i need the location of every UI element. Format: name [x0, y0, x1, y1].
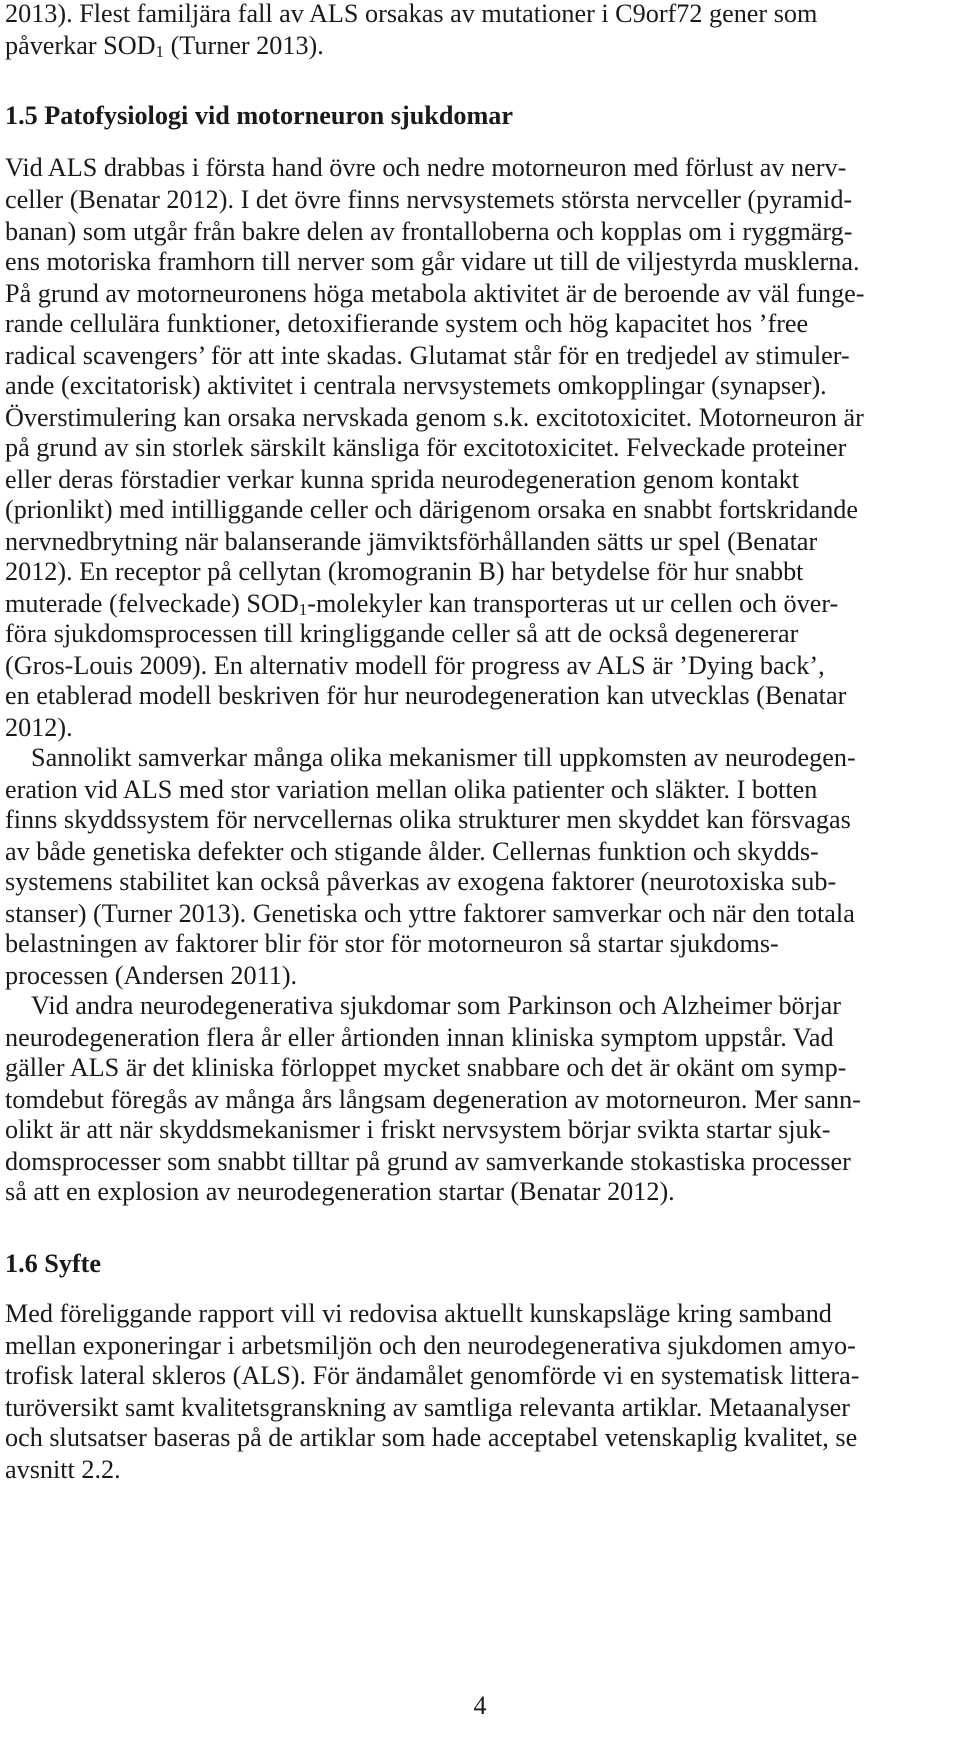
text-line: Överstimulering kan orsaka nervskada genom s.k. excitotoxicitet. Motorneuron är [5, 403, 864, 432]
text-line: stanser) (Turner 2013). Genetiska och yttre faktorer samverkar och när den totala [5, 899, 855, 928]
text-fragment: muterade (felveckade) SOD [5, 589, 299, 618]
text-line: så att en explosion av neurodegeneration startar (Benatar 2012). [5, 1177, 675, 1206]
subscript: 1 [298, 600, 308, 619]
section-heading: 1.6 Syfte [5, 1249, 102, 1278]
text-line: trofisk lateral skleros (ALS). För ändamålet genomförde vi en systematisk littera- [5, 1361, 860, 1390]
text-line: radical scavengers’ för att inte skadas. Glutamat står för en tredjedel av stimuler- [5, 341, 850, 370]
text-line: turöversikt samt kvalitetsgranskning av samtliga relevanta artiklar. Metaanalyser [5, 1393, 851, 1422]
text-fragment: (Turner 2013). [170, 31, 324, 60]
text-line: 2013). Flest familjära fall av ALS orsakas av mutationer i C9orf72 gener som [5, 0, 818, 28]
text-line: mellan exponeringar i arbetsmiljön och den neurodegenerativa sjukdomen amyo- [5, 1331, 856, 1360]
text-line: ens motoriska framhorn till nerver som går vidare ut till de viljestyrda musklerna. [5, 247, 860, 276]
text-line: en etablerad modell beskriven för hur neurodegeneration kan utvecklas (Benatar [5, 681, 847, 710]
text-line: finns skyddssystem för nervcellernas olika strukturer men skyddet kan försvagas [5, 805, 851, 834]
section-heading: 1.5 Patofysiologi vid motorneuron sjukdomar [5, 101, 514, 130]
text-line: (Gros-Louis 2009). En alternativ modell för progress av ALS är ’Dying back’, [5, 651, 825, 680]
text-line: på grund av sin storlek särskilt känsliga för excitotoxicitet. Felveckade proteiner [5, 433, 847, 462]
text-line: föra sjukdomsprocessen till kringliggande celler så att de också degenererar [5, 619, 799, 648]
text-line: eller deras förstadier verkar kunna sprida neurodegeneration genom kontakt [5, 465, 800, 494]
text-line: rande cellulära funktioner, detoxifierande system och hög kapacitet hos ’free [5, 309, 809, 338]
text-line: celler (Benatar 2012). I det övre finns nervsystemets största nervceller (pyramid- [5, 185, 853, 214]
page-number: 4 [473, 1691, 487, 1720]
text-line: domsprocesser som snabbt tilltar på grund av samverkande stokastiska processer [5, 1147, 851, 1176]
text-line: systemens stabilitet kan också påverkas av exogena faktorer (neurotoxiska sub- [5, 867, 837, 896]
text-line: På grund av motorneuronens höga metabola aktivitet är de beroende av väl funge- [5, 279, 865, 308]
text-line: och slutsatser baseras på de artiklar som hade acceptabel vetenskaplig kvalitet, se [5, 1423, 858, 1452]
text-line: avsnitt 2.2. [5, 1455, 121, 1484]
text-line: belastningen av faktorer blir för stor för motorneuron så startar sjukdoms- [5, 929, 779, 958]
text-line: ande (excitatorisk) aktivitet i centrala nervsystemets omkopplingar (synapser). [5, 371, 827, 400]
text-fragment: -molekyler kan transporteras ut ur cellen och över- [307, 589, 839, 618]
text-line: processen (Andersen 2011). [5, 961, 298, 990]
text-line: banan) som utgår från bakre delen av frontalloberna och kopplas om i ryggmärg- [5, 217, 853, 246]
text-line: av både genetiska defekter och stigande ålder. Cellernas funktion och skydds- [5, 837, 819, 866]
text-line: Med föreliggande rapport vill vi redovisa aktuellt kunskapsläge kring samband [5, 1299, 832, 1328]
text-line: 2012). En receptor på cellytan (kromogranin B) har betydelse för hur snabbt [5, 557, 804, 586]
text-fragment: påverkar SOD [5, 31, 156, 60]
text-line: Vid ALS drabbas i första hand övre och nedre motorneuron med förlust av nerv- [5, 153, 847, 182]
text-line: nervnedbrytning när balanserande jämviktsförhållanden sätts ur spel (Benatar [5, 527, 818, 556]
text-line: 2012). [5, 713, 73, 742]
text-line: neurodegeneration flera år eller årtionden innan kliniska symptom uppstår. Vad [5, 1023, 834, 1052]
text-line: (prionlikt) med intilliggande celler och därigenom orsaka en snabbt fortskridande [5, 495, 859, 524]
text-line: gäller ALS är det kliniska förloppet mycket snabbare och det är okänt om symp- [5, 1053, 847, 1082]
text-line: Sannolikt samverkar många olika mekanismer till uppkomsten av neurodegen- [31, 743, 856, 772]
text-line [5, 588, 838, 620]
subscript: 1 [155, 42, 165, 61]
text-line: eration vid ALS med stor variation mellan olika patienter och släkter. I botten [5, 775, 818, 804]
text-line: olikt är att när skyddsmekanismer i friskt nervsystem börjar svikta startar sjuk- [5, 1115, 831, 1144]
text-line [5, 30, 324, 62]
text-line: tomdebut föregås av många års långsam degeneration av motorneuron. Mer sann- [5, 1085, 861, 1114]
text-line: Vid andra neurodegenerativa sjukdomar som Parkinson och Alzheimer börjar [31, 991, 841, 1020]
